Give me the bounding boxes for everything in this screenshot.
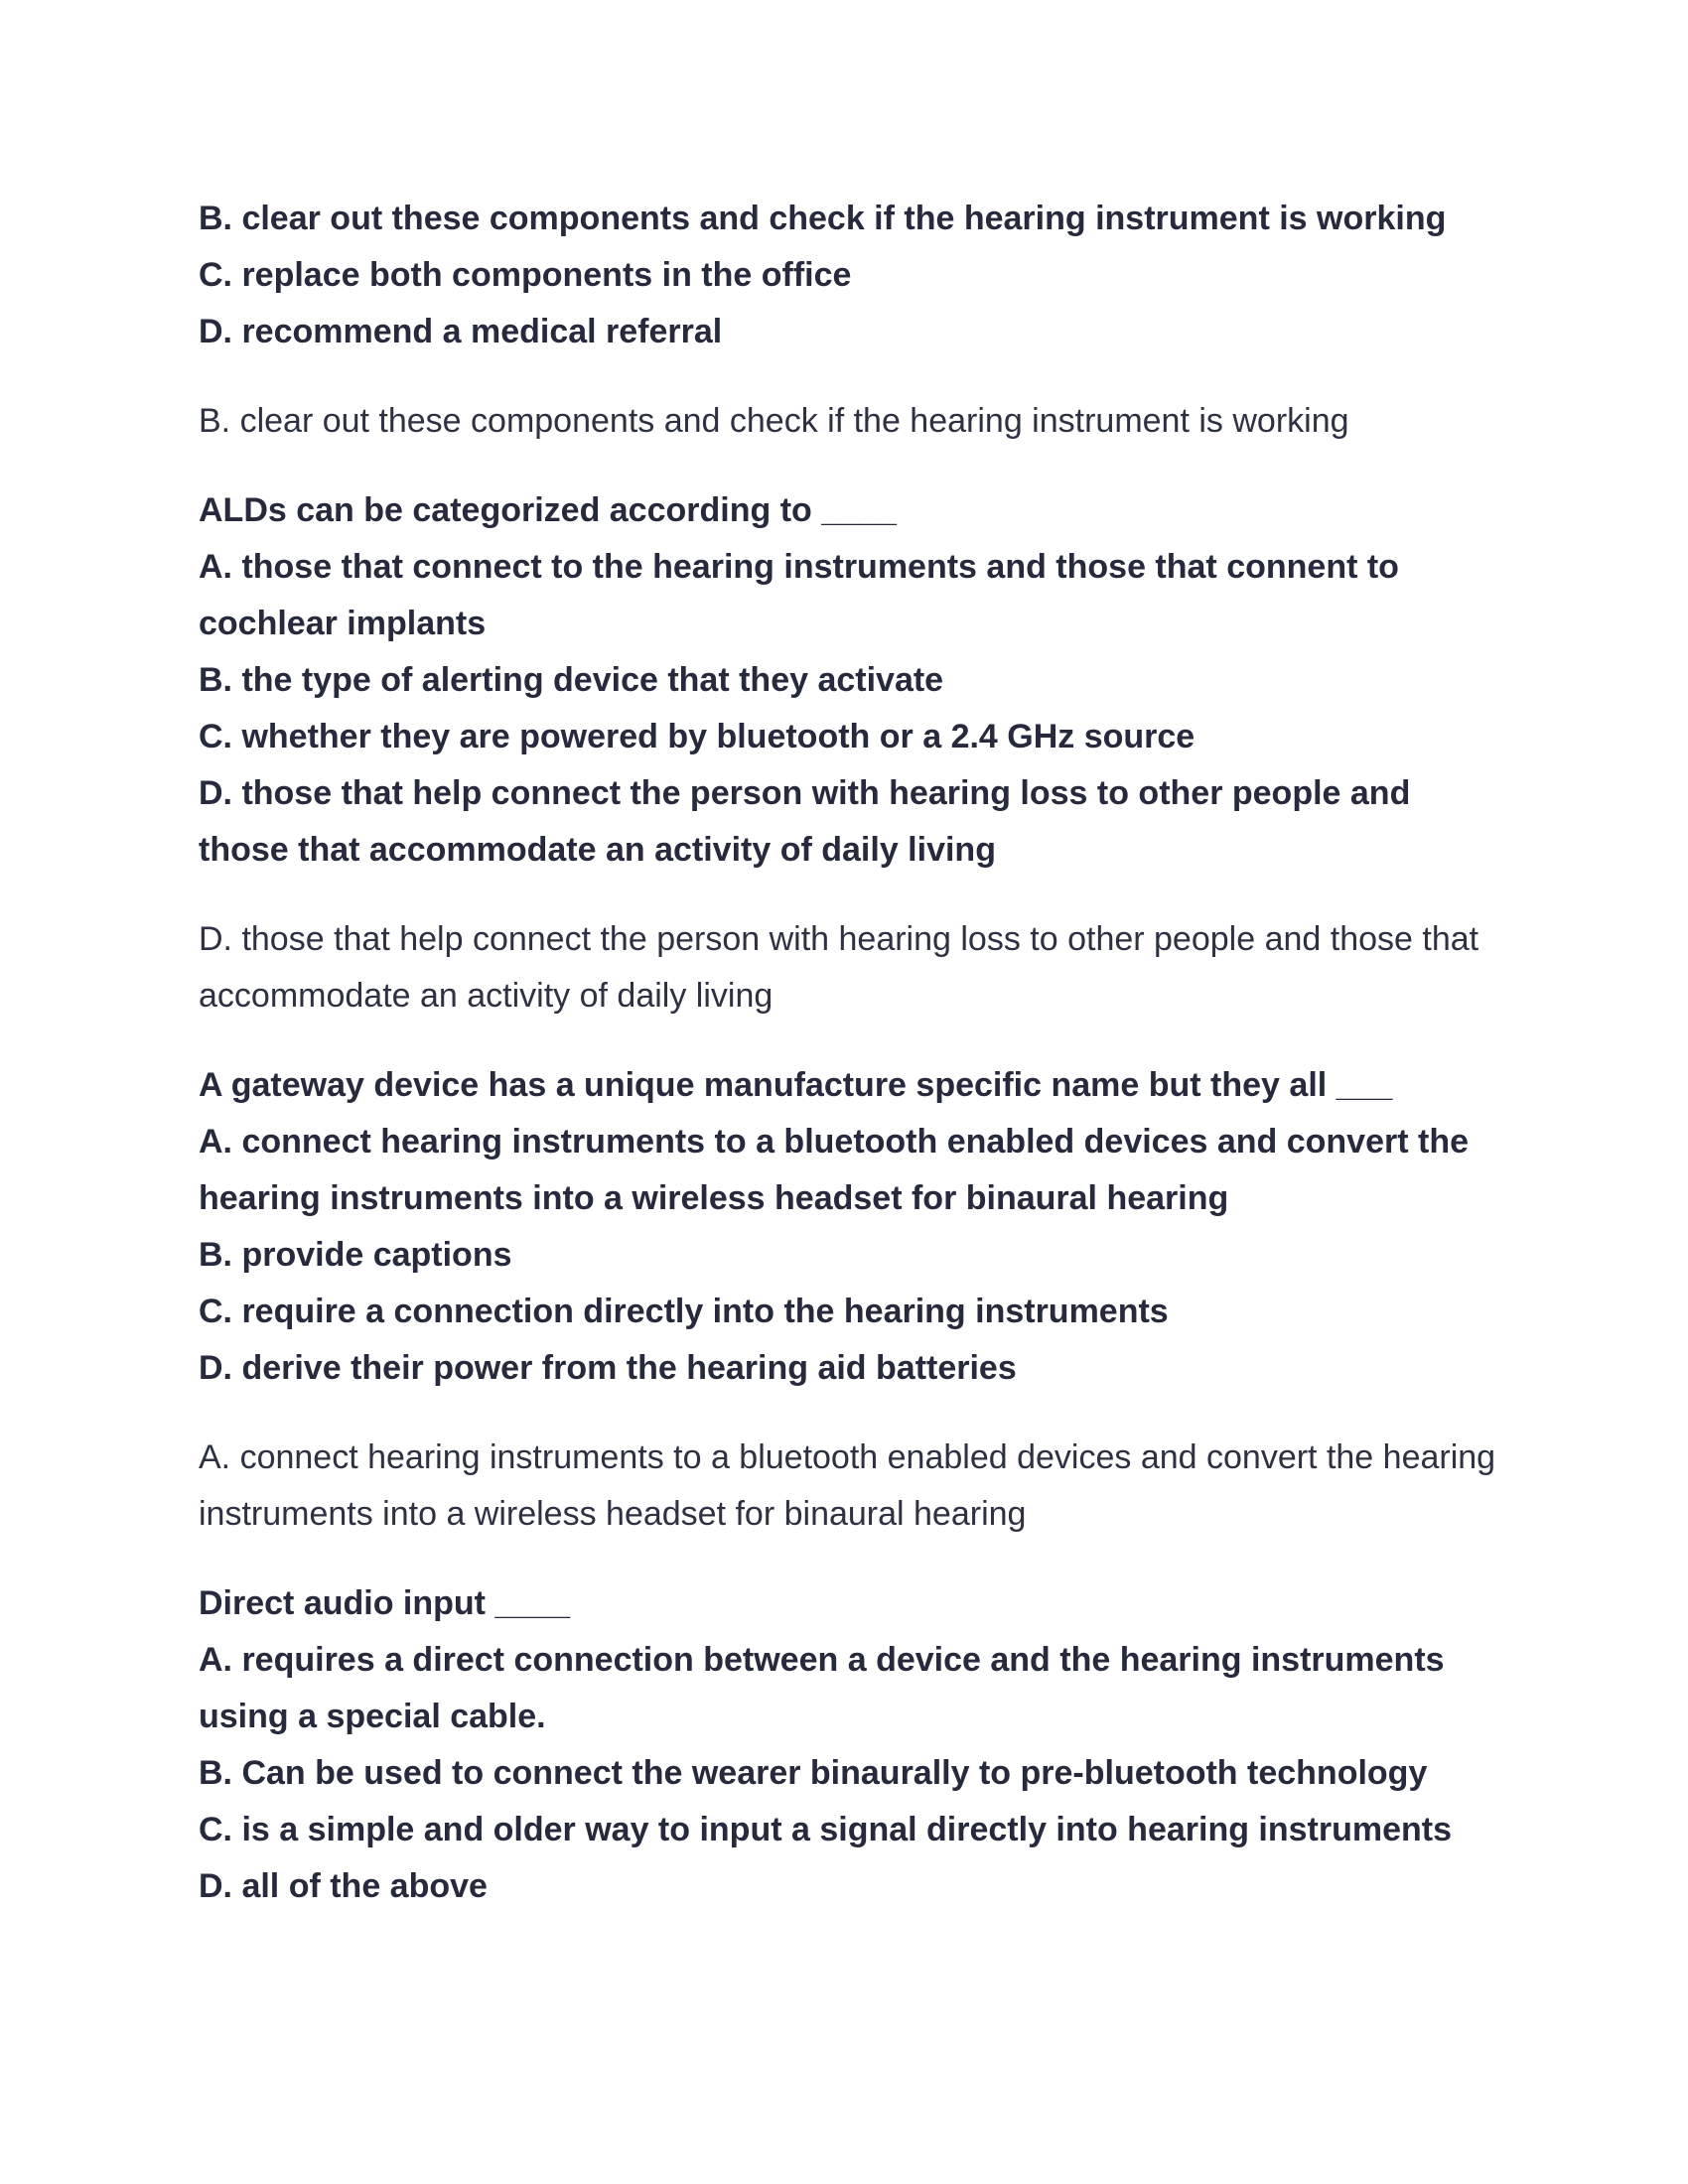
option-d: D. recommend a medical referral — [199, 313, 723, 350]
question-stem: Direct audio input ____ — [199, 1584, 571, 1622]
document-page — [199, 191, 1509, 1915]
answer-text: D. those that help connect the person with hearing loss to other people and those that accommodate an activity of daily living — [199, 920, 1479, 1015]
question-stem: A gateway device has a unique manufacture specific name but they all ___ — [199, 1066, 1393, 1104]
option-b: B. the type of alerting device that they activate — [199, 661, 944, 699]
option-b: B. Can be used to connect the wearer binaurally to pre-bluetooth technology — [199, 1754, 1428, 1792]
option-b: B. provide captions — [199, 1236, 512, 1274]
option-c: C. is a simple and older way to input a signal directly into hearing instruments — [199, 1811, 1453, 1848]
option-d: D. all of the above — [199, 1867, 488, 1905]
question-block-2 — [199, 482, 1509, 1024]
option-c: C. require a connection directly into the hearing instruments — [199, 1293, 1169, 1330]
question-block-4 — [199, 1575, 1509, 1915]
option-a: A. connect hearing instruments to a bluetooth enabled devices and convert the hearing instruments into a wireless headset for binaural hearing — [199, 1123, 1470, 1217]
question-block-3 — [199, 1057, 1509, 1543]
option-a: A. those that connect to the hearing instruments and those that connent to cochlear implants — [199, 548, 1399, 642]
option-d: D. those that help connect the person with hearing loss to other people and those that accommodate an activity of daily living — [199, 774, 1411, 869]
question-stem: ALDs can be categorized according to ____ — [199, 491, 897, 529]
question-block-1 — [199, 191, 1509, 450]
answer-text: B. clear out these components and check if the hearing instrument is working — [199, 402, 1349, 440]
option-b: B. clear out these components and check if the hearing instrument is working — [199, 200, 1447, 237]
option-a: A. requires a direct connection between a device and the hearing instruments using a special cable. — [199, 1641, 1445, 1735]
option-c: C. replace both components in the office — [199, 256, 852, 294]
answer-text: A. connect hearing instruments to a bluetooth enabled devices and convert the hearing instruments into a wireless headset for binaural hearing — [199, 1438, 1496, 1533]
option-d: D. derive their power from the hearing aid batteries — [199, 1349, 1017, 1387]
option-c: C. whether they are powered by bluetooth or a 2.4 GHz source — [199, 718, 1196, 755]
